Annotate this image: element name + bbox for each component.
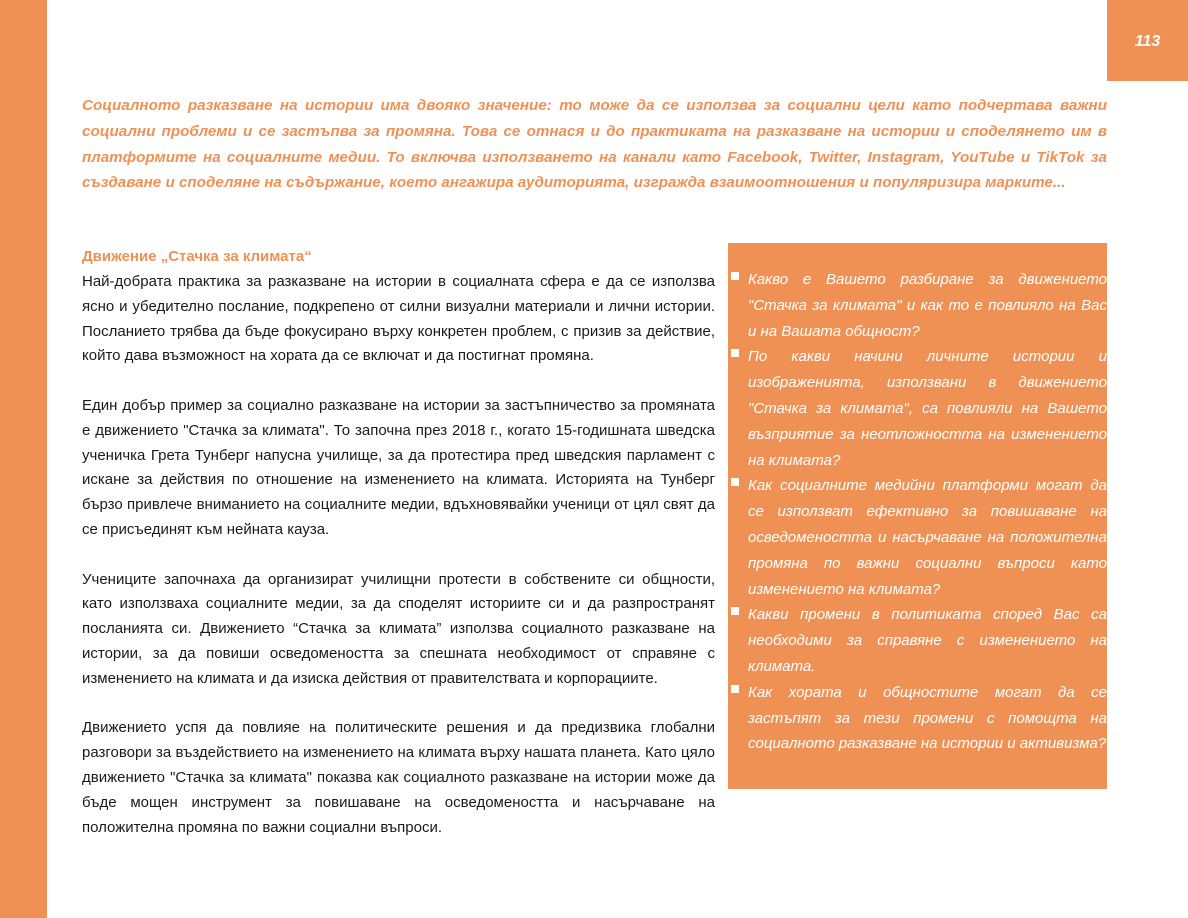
question-text: Какви промени в политиката според Вас са необходими за справяне с изменението на климата. xyxy=(748,606,1107,675)
intro-paragraph: Социалното разказване на истории има двояко значение: то може да се използва за социални цели като подчертава важни социални проблеми и се застъпва за промяна. Това се отнася и до практиката на разказване на истории и споделянето им в платформите на социалните медии. То включва използването на канали като Facebook, Twitter, Instagram, YouTube и TikTok за създаване и споделяне на съдържание, което ангажира аудиторията, изгражда взаимоотношения и популяризира марките... xyxy=(82,97,1107,192)
square-bullet-icon xyxy=(731,478,739,486)
body-paragraph: Движението успя да повлияе на политическите решения и да предизвика глобални разговори за въздействието на изменението на климата върху нашата планета. Като цяло движението "Стачка за климата" показва как социалното разказване на истории може да бъде мощен инструмент за повишаване на осведомеността и насърчаване на положителна промяна по важни социални въпроси. xyxy=(82,719,715,836)
square-bullet-icon xyxy=(731,349,739,357)
section-heading: Движение „Стачка за климата“ xyxy=(82,248,312,265)
questions-list xyxy=(728,243,1107,757)
question-text: Какво е Вашето разбиране за движението "Стачка за климата" и как то е повлияло на Вас и на Вашата общност? xyxy=(748,271,1107,340)
square-bullet-icon xyxy=(731,272,739,280)
question-text: По какви начини личните истории и изображенията, използвани в движението "Стачка за климата", са повлияли на Вашето възприятие за неотложността на изменението на климата? xyxy=(748,348,1107,469)
body-paragraph: Един добър пример за социално разказване на истории за застъпничество за промяната е движението "Стачка за климата". То започна през 2018 г., когато 15-годишната шведска ученичка Грета Тунберг напусна училище, за да протестира пред шведския парламент с искане за действия по отношение на изменението на климата. Историята на Тунберг бързо привлече вниманието на социалните медии, вдъхновявайки ученици от цял свят да се присъединят към нейната кауза. xyxy=(82,396,715,538)
body-paragraph: Най-добрата практика за разказване на истории в социалната сфера е да се използва ясно и убедително послание, подкрепено от силни визуални материали и лични истории. Посланието трябва да бъде фокусирано върху конкретен проблем, с призив за действие, който дава възможност на хората да се включат и да постигнат промяна. xyxy=(82,273,715,365)
question-item xyxy=(728,602,1107,679)
question-text: Как социалните медийни платформи могат да се използват ефективно за повишаване на осведомеността и насърчаване на положителна промяна по важни социални въпроси като изменението на климата? xyxy=(748,477,1107,598)
question-item xyxy=(728,680,1107,757)
square-bullet-icon xyxy=(731,607,739,615)
left-accent-bar xyxy=(0,0,47,918)
body-column xyxy=(82,270,715,865)
square-bullet-icon xyxy=(731,685,739,693)
question-text: Как хората и общностите могат да се застъпят за тези промени с помощта на социалното разказване на истории и активизма? xyxy=(748,683,1107,753)
page-number: 113 xyxy=(1134,33,1161,50)
question-item xyxy=(728,267,1107,344)
question-item xyxy=(728,344,1107,473)
question-item xyxy=(728,473,1107,602)
page-number-box xyxy=(1107,0,1188,81)
body-paragraph: Учениците започнаха да организират училищни протести в собствените си общности, като използваха социалните медии, за да споделят историите си и да разпространят посланията си. Движението “Стачка за климата” използва социалното разказване на истории, за да повиши осведомеността за спешната необходимост от справяне с изменението на климата и да изиска действия от правителствата и корпорациите. xyxy=(82,570,715,687)
questions-box xyxy=(728,243,1107,789)
